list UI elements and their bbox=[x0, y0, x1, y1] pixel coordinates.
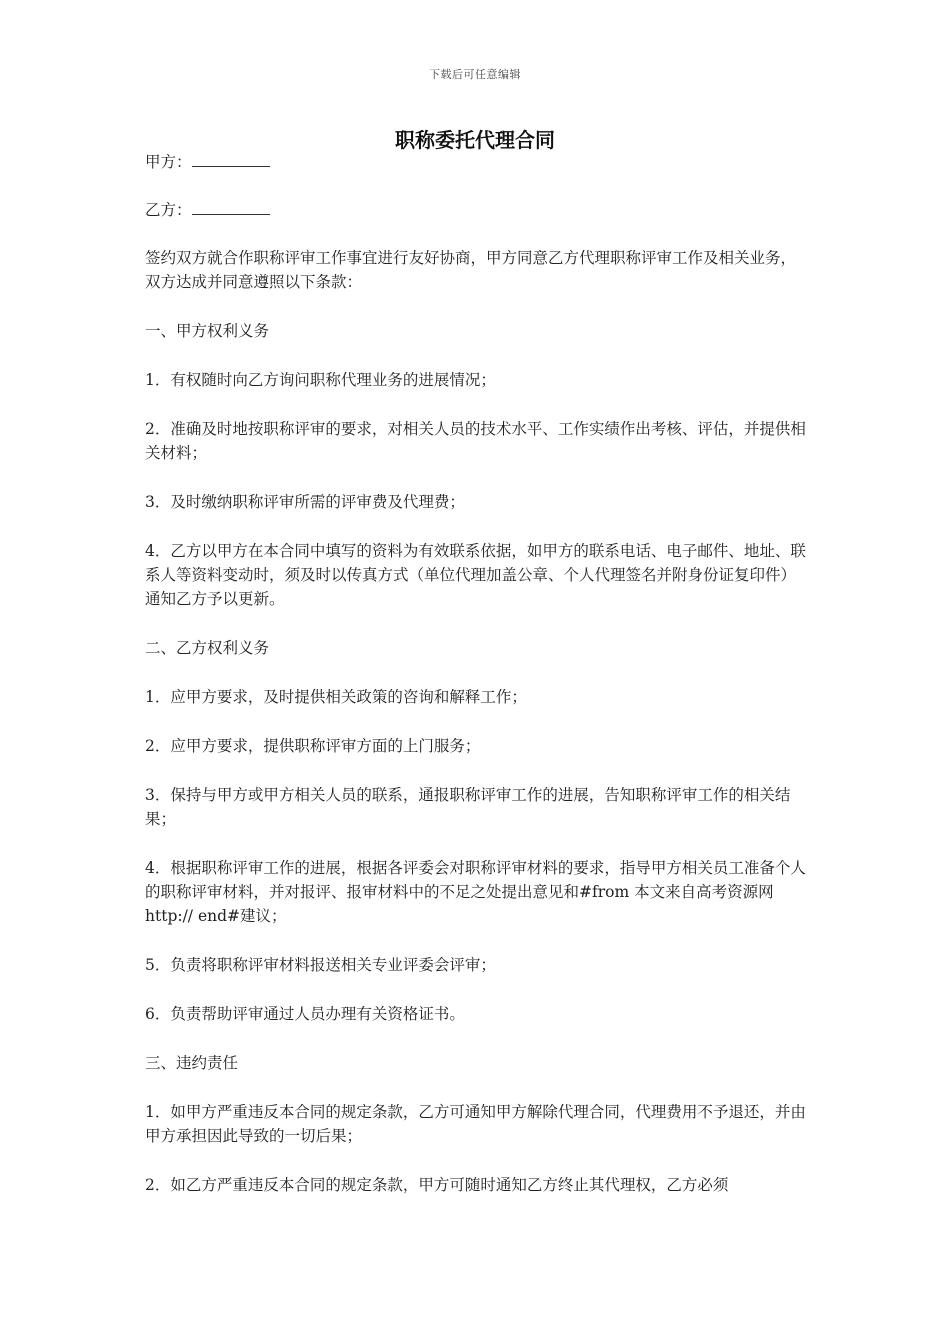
clause-b6: 6．负责帮助评审通过人员办理有关资格证书。 bbox=[145, 1005, 465, 1023]
document-title: 职称委托代理合同 bbox=[395, 128, 555, 152]
clause-a3: 3．及时缴纳职称评审所需的评审费及代理费； bbox=[145, 493, 465, 511]
clause-b3: 3．保持与甲方或甲方相关人员的联系，通报职称评审工作的进展，告知职称评审工作的相关结果； bbox=[145, 786, 791, 828]
header-note: 下载后可任意编辑 bbox=[429, 68, 521, 81]
party-b-line bbox=[145, 198, 810, 222]
preamble-paragraph: 签约双方就合作职称评审工作事宜进行友好协商，甲方同意乙方代理职称评审工作及相关业务，双方达成并同意遵照以下条款： bbox=[145, 249, 797, 291]
party-b-blank bbox=[192, 200, 270, 215]
clause-b5: 5．负责将职称评审材料报送相关专业评委会评审； bbox=[145, 956, 496, 974]
party-a-line bbox=[145, 150, 810, 174]
clause-b4: 4．根据职称评审工作的进展，根据各评委会对职称评审材料的要求，指导甲方相关员工准备个人的职称评审材料，并对报评、报审材料中的不足之处提出意见和#from 本文来自高考资源网 http:// end#建议； bbox=[145, 859, 806, 925]
party-a-blank bbox=[192, 152, 270, 167]
clause-a2: 2．准确及时地按职称评审的要求，对相关人员的技术水平、工作实绩作出考核、评估，并提供相关材料； bbox=[145, 420, 806, 462]
clause-c1: 1．如甲方严重违反本合同的规定条款，乙方可通知甲方解除代理合同，代理费用不予退还，并由甲方承担因此导致的一切后果； bbox=[145, 1103, 806, 1145]
document-body bbox=[145, 150, 810, 1222]
clause-c2: 2．如乙方严重违反本合同的规定条款，甲方可随时通知乙方终止其代理权，乙方必须 bbox=[145, 1176, 729, 1194]
clause-a1: 1．有权随时向乙方询问职称代理业务的进展情况； bbox=[145, 371, 496, 389]
section-heading-liability: 三、违约责任 bbox=[145, 1054, 239, 1072]
party-a-label: 甲方： bbox=[145, 153, 192, 171]
party-b-label: 乙方： bbox=[145, 201, 192, 219]
clause-b2: 2．应甲方要求，提供职称评审方面的上门服务； bbox=[145, 737, 481, 755]
section-heading-party-b: 二、乙方权利义务 bbox=[145, 639, 270, 657]
clause-a4: 4．乙方以甲方在本合同中填写的资料为有效联系依据，如甲方的联系电话、电子邮件、地址、联系人等资料变动时，须及时以传真方式（单位代理加盖公章、个人代理签名并附身份证复印件）通知乙方予以更新。 bbox=[145, 542, 806, 608]
section-heading-party-a: 一、甲方权利义务 bbox=[145, 322, 270, 340]
clause-b1: 1．应甲方要求，及时提供相关政策的咨询和解释工作； bbox=[145, 688, 527, 706]
